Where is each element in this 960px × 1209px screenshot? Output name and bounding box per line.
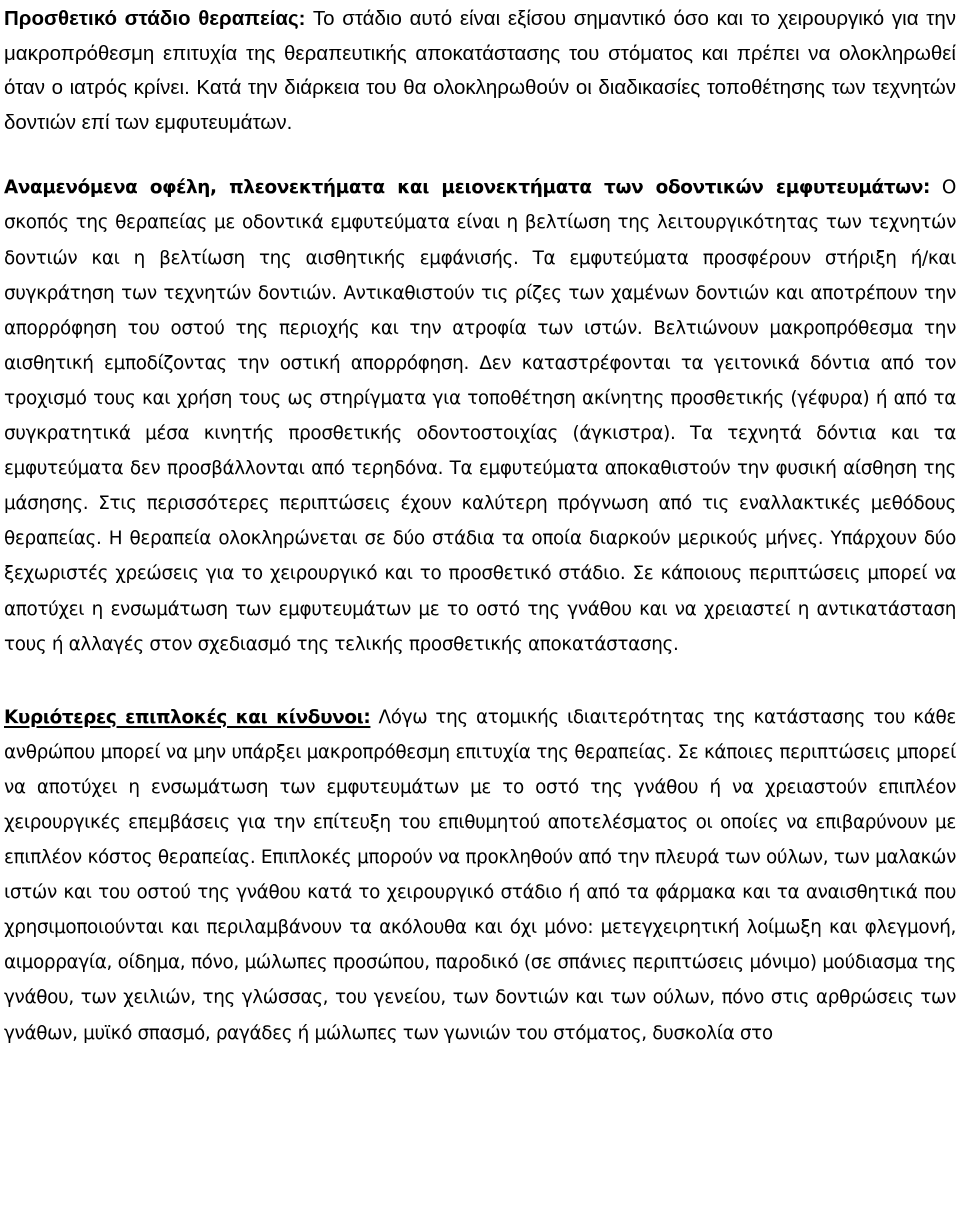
section-heading-benefits: Αναμενόμενα οφέλη, πλεονεκτήματα και μειονεκτήματα των οδοντικών εμφυτευμάτων:	[4, 177, 931, 199]
section-heading-complications: Κυριότερες επιπλοκές και κίνδυνοι:	[4, 706, 371, 728]
section-heading-prosthetic-stage: Προσθετικό στάδιο θεραπείας:	[4, 7, 306, 30]
document-body	[4, 0, 956, 1051]
paragraph-benefits	[4, 170, 956, 661]
paragraph-prosthetic-stage	[4, 0, 956, 140]
paragraph-complications	[4, 700, 956, 1051]
section-text-prosthetic-stage: Το στάδιο αυτό είναι εξίσου σημαντικό όσο και το χειρουργικό για την μακροπρόθεσμη επιτυχία της θεραπευτικής αποκατάστασης του στόματος και πρέπει να ολοκληρωθεί όταν ο ιατρός κρίνει. Κατά την διάρκεια του θα ολοκληρωθούν οι διαδικασίες τοποθέτησης των τεχνητών δοντιών επί των εμφυτευμάτων.	[4, 7, 956, 134]
section-text-complications: Λόγω της ατομικής ιδιαιτερότητας της κατάστασης του κάθε ανθρώπου μπορεί να μην υπάρξει μακροπρόθεσμη επιτυχία της θεραπείας. Σε κάποιες περιπτώσεις μπορεί να αποτύχει η ενσωμάτωση των εμφυτευμάτων με το οστό της γνάθου ή να χρειαστούν επιπλέον χειρουργικές επεμβάσεις για την επίτευξη του επιθυμητού αποτελέσματος οι οποίες να επιβαρύνουν με επιπλέον κόστος θεραπείας. Επιπλοκές μπορούν να προκληθούν από την πλευρά των ούλων, των μαλακών ιστών και του οστού της γνάθου κατά το χειρουργικό στάδιο ή από τα φάρμακα και τα αναισθητικά που χρησιμοποιούνται και περιλαμβάνουν τα ακόλουθα και όχι μόνο: μετεγχειρητική λοίμωξη και φλεγμονή, αιμορραγία, οίδημα, πόνο, μώλωπες προσώπου, παροδικό (σε σπάνιες περιπτώσεις μόνιμο) μούδιασμα της γνάθου, των χειλιών, της γλώσσας, του γενείου, των δοντιών και των ούλων, πόνο στις αρθρώσεις των γνάθων, μυϊκό σπασμό, ραγάδες ή μώλωπες των γωνιών του στόματος, δυσκολία στο	[4, 706, 956, 1044]
section-text-benefits: Ο σκοπός της θεραπείας με οδοντικά εμφυτεύματα είναι η βελτίωση της λειτουργικότητας των τεχνητών δοντιών και η βελτίωση της αισθητικής εμφάνισής. Τα εμφυτεύματα προσφέρουν στήριξη ή/και συγκράτηση των τεχνητών δοντιών. Αντικαθιστούν τις ρίζες των χαμένων δοντιών και αποτρέπουν την απορρόφηση του οστού της περιοχής και την ατροφία των ιστών. Βελτιώνουν μακροπρόθεσμα την αισθητική εμποδίζοντας την οστική απορρόφηση. Δεν καταστρέφονται τα γειτονικά δόντια από τον τροχισμό τους και χρήση τους ως στηρίγματα για τοποθέτηση ακίνητης προσθετικής (γέφυρα) ή από τα συγκρατητικά μέσα κινητής προσθετικής οδοντοστοιχίας (άγκιστρα). Τα τεχνητά δόντια και τα εμφυτεύματα δεν προσβάλλονται από τερηδόνα. Τα εμφυτεύματα αποκαθιστούν την φυσική αίσθηση της μάσησης. Στις περισσότερες περιπτώσεις έχουν καλύτερη πρόγνωση από τις εναλλακτικές μεθόδους θεραπείας. Η θεραπεία ολοκληρώνεται σε δύο στάδια τα οποία διαρκούν μερικούς μήνες. Υπάρχουν δύο ξεχωριστές χρεώσεις για το χειρουργικό και το προσθετικό στάδιο. Σε κάποιους περιπτώσεις μπορεί να αποτύχει η ενσωμάτωση των εμφυτευμάτων με το οστό της γνάθου και να χρειαστεί η αντικατάσταση τους ή αλλαγές στον σχεδιασμό της τελικής προσθετικής αποκατάστασης.	[4, 177, 957, 655]
